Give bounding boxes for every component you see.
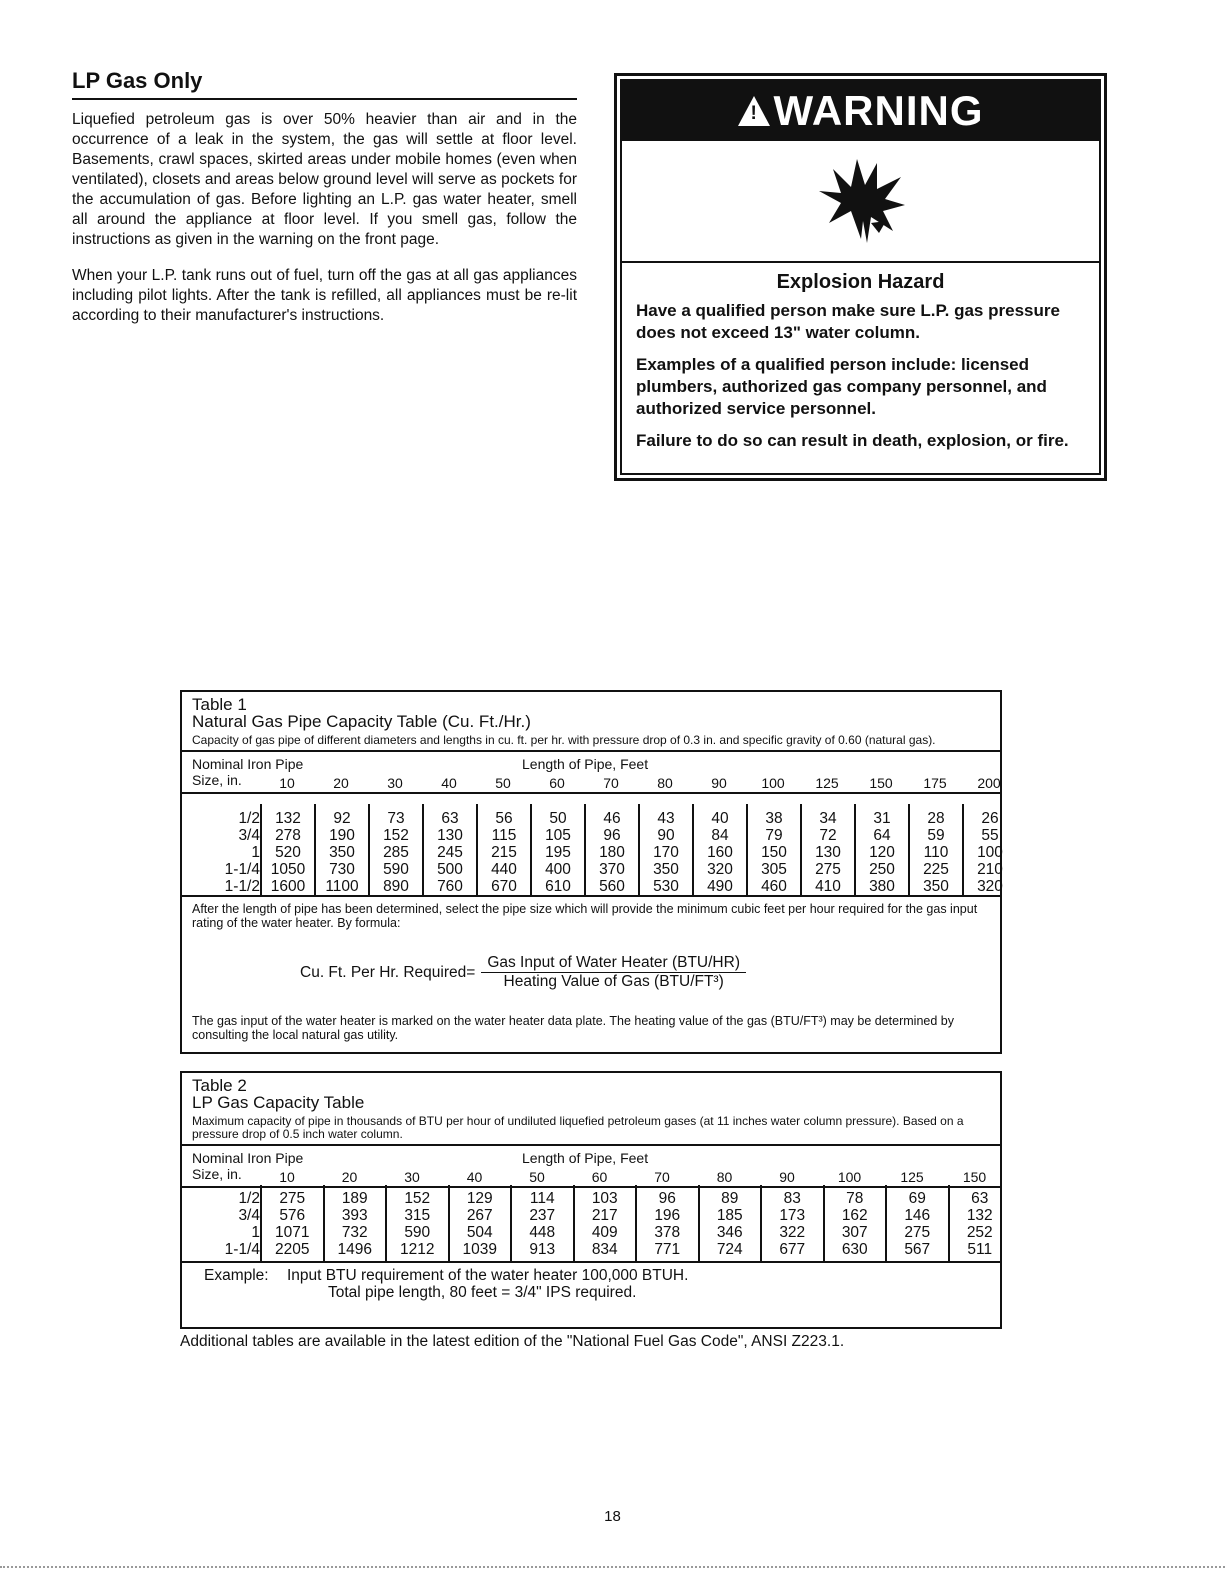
table-cell: 834 <box>591 1241 618 1258</box>
table-cell: 370 <box>599 861 625 878</box>
table-cell: 105 <box>545 827 571 844</box>
table-cell: 69 <box>908 1190 926 1207</box>
table-cell: 146 <box>904 1207 931 1224</box>
page-number: 18 <box>604 1508 621 1525</box>
table-cell: 278 <box>275 827 301 844</box>
length-header-1: 20 <box>333 775 349 791</box>
pipe-size-cell: 1 <box>251 844 260 861</box>
table-cell: 250 <box>869 861 895 878</box>
table-cell: 267 <box>466 1207 493 1224</box>
table-cell: 771 <box>654 1241 681 1258</box>
length-header-11: 150 <box>962 1169 987 1185</box>
value-column-10 <box>885 1185 948 1261</box>
warning-header <box>622 81 1099 141</box>
value-column-11 <box>948 1185 1011 1261</box>
formula-denominator: Heating Value of Gas (BTU/FT³) <box>503 973 724 990</box>
table-2-heading <box>182 1073 1000 1146</box>
table-cell: 100 <box>977 844 1003 861</box>
table-cell: 185 <box>716 1207 743 1224</box>
table-cell: 92 <box>333 810 351 827</box>
table-cell: 189 <box>341 1190 368 1207</box>
nominal-iron-pipe-label: Nominal Iron Pipe <box>192 756 304 772</box>
table-cell: 440 <box>491 861 517 878</box>
table-cell: 217 <box>591 1207 618 1224</box>
pipe-size-cell: 1/2 <box>238 810 260 827</box>
table-cell: 84 <box>711 827 729 844</box>
table-cell: 730 <box>329 861 355 878</box>
table-cell: 380 <box>869 878 895 895</box>
value-column-9 <box>746 804 800 895</box>
table-cell: 72 <box>819 827 837 844</box>
length-header-5: 60 <box>591 1169 608 1185</box>
table-cell: 567 <box>904 1241 931 1258</box>
table-cell: 409 <box>591 1224 618 1241</box>
value-column-9 <box>823 1185 886 1261</box>
length-header-11: 150 <box>869 775 893 791</box>
length-header-0: 10 <box>279 1169 295 1185</box>
value-column-8 <box>692 804 746 895</box>
table-cell: 79 <box>765 827 783 844</box>
table-description: Maximum capacity of pipe in thousands of BTU per hour of undiluted liquefied petroleum gases (at 11 inches water column pressure). Based on a pressure drop of 0.5 inch water column. <box>192 1114 964 1141</box>
warning-triangle-icon: ! <box>738 96 770 126</box>
warning-line-3: Failure to do so can result in death, explosion, or fire. <box>636 431 1069 450</box>
pipe-size-column <box>182 810 260 895</box>
table-cell: 195 <box>545 844 571 861</box>
table-cell: 132 <box>275 810 301 827</box>
table-cell: 110 <box>923 844 949 861</box>
table-1-note-1: After the length of pipe has been determined, select the pipe size which will provide the minimum cubic feet per hour required for the gas input rating of the water heater. By formula: <box>192 902 978 930</box>
value-column-13 <box>962 804 1016 895</box>
table-cell: 760 <box>437 878 463 895</box>
table-2-column-header <box>182 1146 1000 1188</box>
pipe-size-cell: 1 <box>251 1224 260 1241</box>
table-number: Table 2 <box>192 1076 247 1095</box>
table-cell: 460 <box>761 878 787 895</box>
value-column-6 <box>584 804 638 895</box>
length-header-13: 200 <box>977 775 1001 791</box>
table-cell: 162 <box>841 1207 868 1224</box>
table-1-heading <box>182 692 1000 752</box>
length-header-9: 100 <box>761 775 785 791</box>
length-header-1: 20 <box>341 1169 358 1185</box>
value-column-12 <box>908 804 962 895</box>
table-cell: 96 <box>603 827 621 844</box>
table-cell: 43 <box>657 810 675 827</box>
table-cell: 2205 <box>275 1241 310 1258</box>
hazard-title: Explosion Hazard <box>776 271 945 293</box>
pipe-size-cell: 1/2 <box>238 1190 260 1207</box>
table-cell: 55 <box>981 827 999 844</box>
example-line-2: Total pipe length, 80 feet = 3/4" IPS required. <box>328 1284 637 1301</box>
table-cell: 31 <box>873 810 891 827</box>
warning-line-1: Have a qualified person make sure L.P. gas pressure does not exceed 13" water column. <box>636 301 1060 342</box>
table-cell: 350 <box>653 861 679 878</box>
table-cell: 170 <box>653 844 679 861</box>
table-1-column-header <box>182 752 1000 794</box>
length-header-12: 175 <box>923 775 947 791</box>
value-column-11 <box>854 804 908 895</box>
nominal-iron-pipe-label: Nominal Iron Pipe <box>192 1150 304 1166</box>
value-column-6 <box>635 1185 698 1261</box>
table-cell: 520 <box>275 844 301 861</box>
table-cell: 114 <box>529 1190 555 1207</box>
pipe-size-cell: 1-1/2 <box>224 878 260 895</box>
length-header-9: 100 <box>837 1169 862 1185</box>
table-cell: 610 <box>545 878 571 895</box>
table-cell: 500 <box>437 861 463 878</box>
table-cell: 89 <box>721 1190 739 1207</box>
table-cell: 322 <box>779 1224 806 1241</box>
length-header-3: 40 <box>466 1169 483 1185</box>
table-cell: 410 <box>815 878 841 895</box>
table-cell: 83 <box>783 1190 801 1207</box>
length-header-6: 70 <box>603 775 619 791</box>
size-label: Size, in. <box>192 1166 242 1182</box>
value-column-8 <box>760 1185 823 1261</box>
table-cell: 73 <box>387 810 405 827</box>
table-cell: 448 <box>529 1224 556 1241</box>
formula <box>300 954 746 991</box>
table-cell: 152 <box>383 827 409 844</box>
length-header-10: 125 <box>815 775 839 791</box>
pipe-size-cell: 3/4 <box>238 827 260 844</box>
table-title: LP Gas Capacity Table <box>192 1093 365 1112</box>
lp-paragraph-2: When your L.P. tank runs out of fuel, turn off the gas at all gas appliances including pilot lights. After the tank is refilled, all appliances must be re-lit according to their manufacturer's instructions. <box>72 267 577 324</box>
length-of-pipe-label: Length of Pipe, Feet <box>522 756 649 772</box>
table-cell: 393 <box>341 1207 368 1224</box>
table-cell: 130 <box>437 827 463 844</box>
table-cell: 1600 <box>270 878 306 895</box>
length-header-6: 70 <box>654 1169 670 1185</box>
table-cell: 305 <box>761 861 787 878</box>
table-cell: 275 <box>815 861 841 878</box>
table-2 <box>180 1071 1002 1329</box>
table-cell: 180 <box>599 844 625 861</box>
length-header-7: 80 <box>657 775 673 791</box>
table-cell: 560 <box>599 878 625 895</box>
length-header-4: 50 <box>529 1169 545 1185</box>
table-cell: 346 <box>716 1224 743 1241</box>
table-cell: 64 <box>873 827 891 844</box>
table-cell: 378 <box>654 1224 681 1241</box>
table-cell: 152 <box>404 1190 431 1207</box>
value-column-3 <box>448 1185 511 1261</box>
table-cell: 160 <box>707 844 733 861</box>
explosion-icon <box>811 151 911 251</box>
pipe-size-cell: 3/4 <box>238 1207 260 1224</box>
table-cell: 132 <box>966 1207 993 1224</box>
value-column-3 <box>422 804 476 895</box>
length-of-pipe-label: Length of Pipe, Feet <box>522 1150 649 1166</box>
length-header-2: 30 <box>387 775 403 791</box>
table-cell: 576 <box>279 1207 306 1224</box>
table-cell: 38 <box>765 810 783 827</box>
value-column-5 <box>573 1185 636 1261</box>
pipe-size-cell: 1-1/4 <box>224 861 260 878</box>
table-cell: 670 <box>491 878 517 895</box>
table-title: Natural Gas Pipe Capacity Table (Cu. Ft./Hr.) <box>192 712 531 731</box>
table-cell: 150 <box>761 844 787 861</box>
table-number: Table 1 <box>192 695 247 714</box>
table-cell: 724 <box>716 1241 743 1258</box>
table-cell: 320 <box>707 861 733 878</box>
pipe-size-column <box>182 1190 260 1258</box>
table-cell: 590 <box>383 861 409 878</box>
value-column-4 <box>510 1185 573 1261</box>
additional-tables-note: Additional tables are available in the latest edition of the "National Fuel Gas Code", ANSI Z223.1. <box>180 1333 845 1350</box>
table-1-note-2: The gas input of the water heater is marked on the water heater data plate. The heating value of the gas (BTU/FT³) may be determined by consulting the local natural gas utility. <box>192 1014 954 1042</box>
example-label: Example: <box>204 1267 269 1284</box>
value-column-7 <box>698 1185 761 1261</box>
table-cell: 50 <box>549 810 567 827</box>
value-column-10 <box>800 804 854 895</box>
table-cell: 307 <box>841 1224 868 1241</box>
table-cell: 1496 <box>337 1241 372 1258</box>
table-cell: 190 <box>329 827 355 844</box>
table-cell: 46 <box>603 810 621 827</box>
value-column-1 <box>314 804 368 895</box>
table-cell: 63 <box>441 810 459 827</box>
table-cell: 511 <box>967 1241 993 1258</box>
warning-box <box>614 73 1107 481</box>
table-cell: 732 <box>341 1224 368 1241</box>
table-2-grid <box>182 1185 1000 1263</box>
table-cell: 78 <box>846 1190 864 1207</box>
lp-gas-section <box>72 68 577 326</box>
table-cell: 490 <box>707 878 733 895</box>
table-cell: 56 <box>495 810 513 827</box>
table-cell: 320 <box>977 878 1003 895</box>
table-cell: 103 <box>591 1190 618 1207</box>
section-title: LP Gas Only <box>72 68 577 100</box>
table-cell: 173 <box>779 1207 806 1224</box>
table-cell: 120 <box>869 844 895 861</box>
table-cell: 1071 <box>275 1224 310 1241</box>
table-cell: 59 <box>927 827 945 844</box>
table-cell: 1212 <box>400 1241 435 1258</box>
table-cell: 90 <box>657 827 675 844</box>
table-cell: 890 <box>383 878 409 895</box>
table-cell: 28 <box>927 810 945 827</box>
table-cell: 63 <box>971 1190 989 1207</box>
length-header-0: 10 <box>279 775 295 791</box>
table-cell: 115 <box>491 827 517 844</box>
table-cell: 285 <box>383 844 409 861</box>
value-column-2 <box>368 804 422 895</box>
table-cell: 400 <box>545 861 571 878</box>
formula-left: Cu. Ft. Per Hr. Required= <box>300 963 476 981</box>
table-cell: 530 <box>653 878 679 895</box>
table-cell: 34 <box>819 810 837 827</box>
table-cell: 40 <box>711 810 729 827</box>
value-column-0 <box>260 1185 323 1261</box>
table-cell: 245 <box>437 844 463 861</box>
example-line-1: Input BTU requirement of the water heater 100,000 BTUH. <box>286 1267 689 1284</box>
table-cell: 1100 <box>325 878 359 895</box>
table-cell: 677 <box>779 1241 806 1258</box>
table-cell: 315 <box>404 1207 431 1224</box>
table-cell: 129 <box>466 1190 493 1207</box>
length-header-3: 40 <box>441 775 457 791</box>
lp-paragraph-1: Liquefied petroleum gas is over 50% heavier than air and in the occurrence of a leak in the system, the gas will settle at floor level. Basements, crawl spaces, skirted areas under mobile homes (even when ventilated), closets and areas below ground level will serve as pockets for the accumulation of gas. Before lighting an L.P. gas water heater, smell all around the appliance at floor level. If you smell gas, follow the instructions as given in the warning on the front page. <box>72 111 577 248</box>
table-cell: 275 <box>279 1190 306 1207</box>
table-cell: 196 <box>654 1207 681 1224</box>
table-1-grid <box>182 804 1003 897</box>
table-cell: 96 <box>658 1190 676 1207</box>
table-cell: 225 <box>923 861 949 878</box>
length-header-8: 90 <box>779 1169 795 1185</box>
table-cell: 630 <box>841 1241 868 1258</box>
value-column-4 <box>476 804 530 895</box>
length-header-5: 60 <box>549 775 565 791</box>
length-header-7: 80 <box>716 1169 733 1185</box>
table-cell: 252 <box>966 1224 993 1241</box>
table-cell: 1050 <box>270 861 306 878</box>
table-cell: 504 <box>466 1224 493 1241</box>
table-cell: 215 <box>491 844 517 861</box>
length-header-4: 50 <box>495 775 511 791</box>
explosion-icon-area <box>622 141 1099 263</box>
table-cell: 350 <box>923 878 949 895</box>
value-column-0 <box>260 804 314 895</box>
table-description: Capacity of gas pipe of different diameters and lengths in cu. ft. per hr. with pressure drop of 0.3 in. and specific gravity of 0.60 (natural gas). <box>192 733 936 747</box>
table-cell: 275 <box>904 1224 931 1241</box>
length-header-8: 90 <box>711 775 727 791</box>
table-cell: 350 <box>329 844 355 861</box>
value-column-1 <box>323 1185 386 1261</box>
example-block <box>204 1267 688 1301</box>
table-cell: 26 <box>981 810 999 827</box>
table-cell: 1039 <box>462 1241 497 1258</box>
table-1 <box>180 690 1002 1054</box>
value-column-7 <box>638 804 692 895</box>
warning-line-2: Examples of a qualified person include: licensed plumbers, authorized gas company personnel, and authorized service personnel. <box>636 355 1047 418</box>
warning-header-text: WARNING <box>773 87 984 134</box>
pipe-size-cell: 1-1/4 <box>224 1241 260 1258</box>
length-header-10: 125 <box>900 1169 924 1185</box>
value-column-2 <box>385 1185 448 1261</box>
table-cell: 130 <box>815 844 841 861</box>
length-header-2: 30 <box>404 1169 420 1185</box>
value-column-5 <box>530 804 584 895</box>
table-cell: 913 <box>529 1241 556 1258</box>
table-cell: 210 <box>977 861 1003 878</box>
size-label: Size, in. <box>192 772 242 788</box>
page-bottom-border <box>0 1566 1225 1568</box>
formula-numerator: Gas Input of Water Heater (BTU/HR) <box>481 954 746 973</box>
table-cell: 590 <box>404 1224 431 1241</box>
table-cell: 237 <box>529 1207 556 1224</box>
